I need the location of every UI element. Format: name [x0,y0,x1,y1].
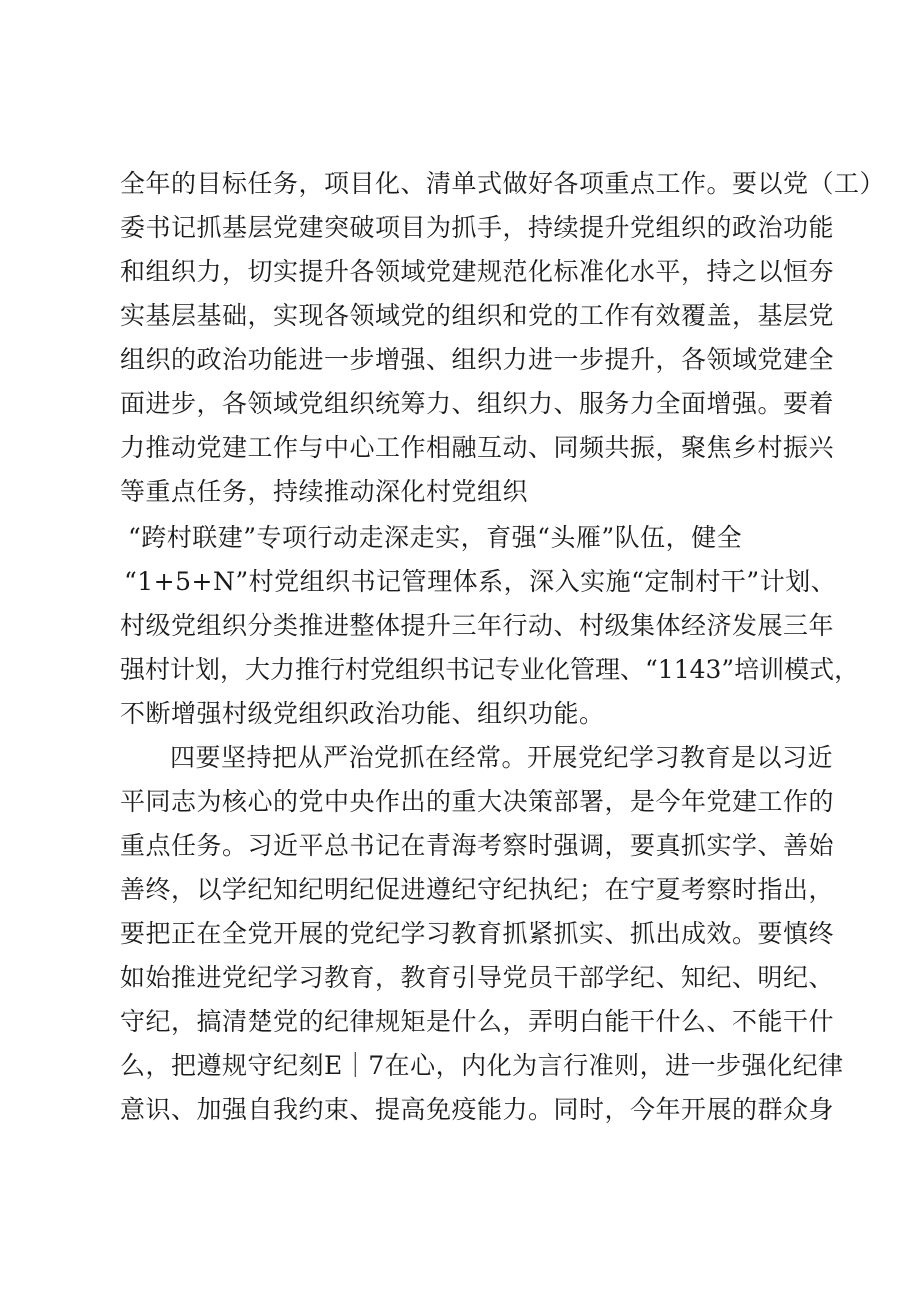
text-line: 不断增强村级党组织政治功能、组织功能。 [120,699,605,728]
text-line: 平同志为核心的党中央作出的重大决策部署，是今年党建工作的 [120,787,835,816]
text-line: 如始推进党纪学习教育，教育引导党员干部学纪、知纪、明纪、 [120,963,835,992]
text-line: 么，把遵规守纪刻E｜7在心，内化为言行准则，进一步强化纪律 [120,1051,844,1080]
text-line: 力推动党建工作与中心工作相融互动、同频共振，聚焦乡村振兴 [120,433,835,462]
text-line: 要把正在全党开展的党纪学习教育抓紧抓实、抓出成效。要慎终 [120,919,835,948]
text-line: 组织的政治功能进一步增强、组织力进一步提升，各领域党建全 [120,345,835,374]
text-line: 村级党组织分类推进整体提升三年行动、村级集体经济发展三年 [120,611,835,640]
text-line: 强村计划，大力推行村党组织书记专业化管理、“1143”培训模式， [120,655,860,684]
text-line: 四要坚持把从严治党抓在经常。开展党纪学习教育是以习近 [170,743,834,772]
text-line: 委书记抓基层党建突破项目为抓手，持续提升党组织的政治功能 [120,213,835,242]
text-line: 全年的目标任务，项目化、清单式做好各项重点工作。要以党（工） [120,169,886,198]
text-line: “跨村联建”专项行动走深走实，育强“头雁”队伍，健全 [128,523,743,552]
text-line: 意识、加强自我约束、提高免疫能力。同时，今年开展的群众身 [120,1095,835,1124]
text-line: 重点任务。习近平总书记在青海考察时强调，要真抓实学、善始 [120,831,835,860]
text-line: 守纪，搞清楚党的纪律规矩是什么，弄明白能干什么、不能干什 [120,1007,835,1036]
text-line: 面进步，各领域党组织统筹力、组织力、服务力全面增强。要着 [120,389,835,418]
text-line: 实基层基础，实现各领域党的组织和党的工作有效覆盖，基层党 [120,301,835,330]
text-line: 等重点任务，持续推动深化村党组织 [120,477,529,506]
text-line: 和组织力，切实提升各领域党建规范化标准化水平，持之以恒夯 [120,257,835,286]
text-line: “1+5+N”村党组织书记管理体系，深入实施“定制村干”计划、 [124,567,837,596]
text-line: 善终，以学纪知纪明纪促进遵纪守纪执纪；在宁夏考察时指出， [120,875,835,904]
